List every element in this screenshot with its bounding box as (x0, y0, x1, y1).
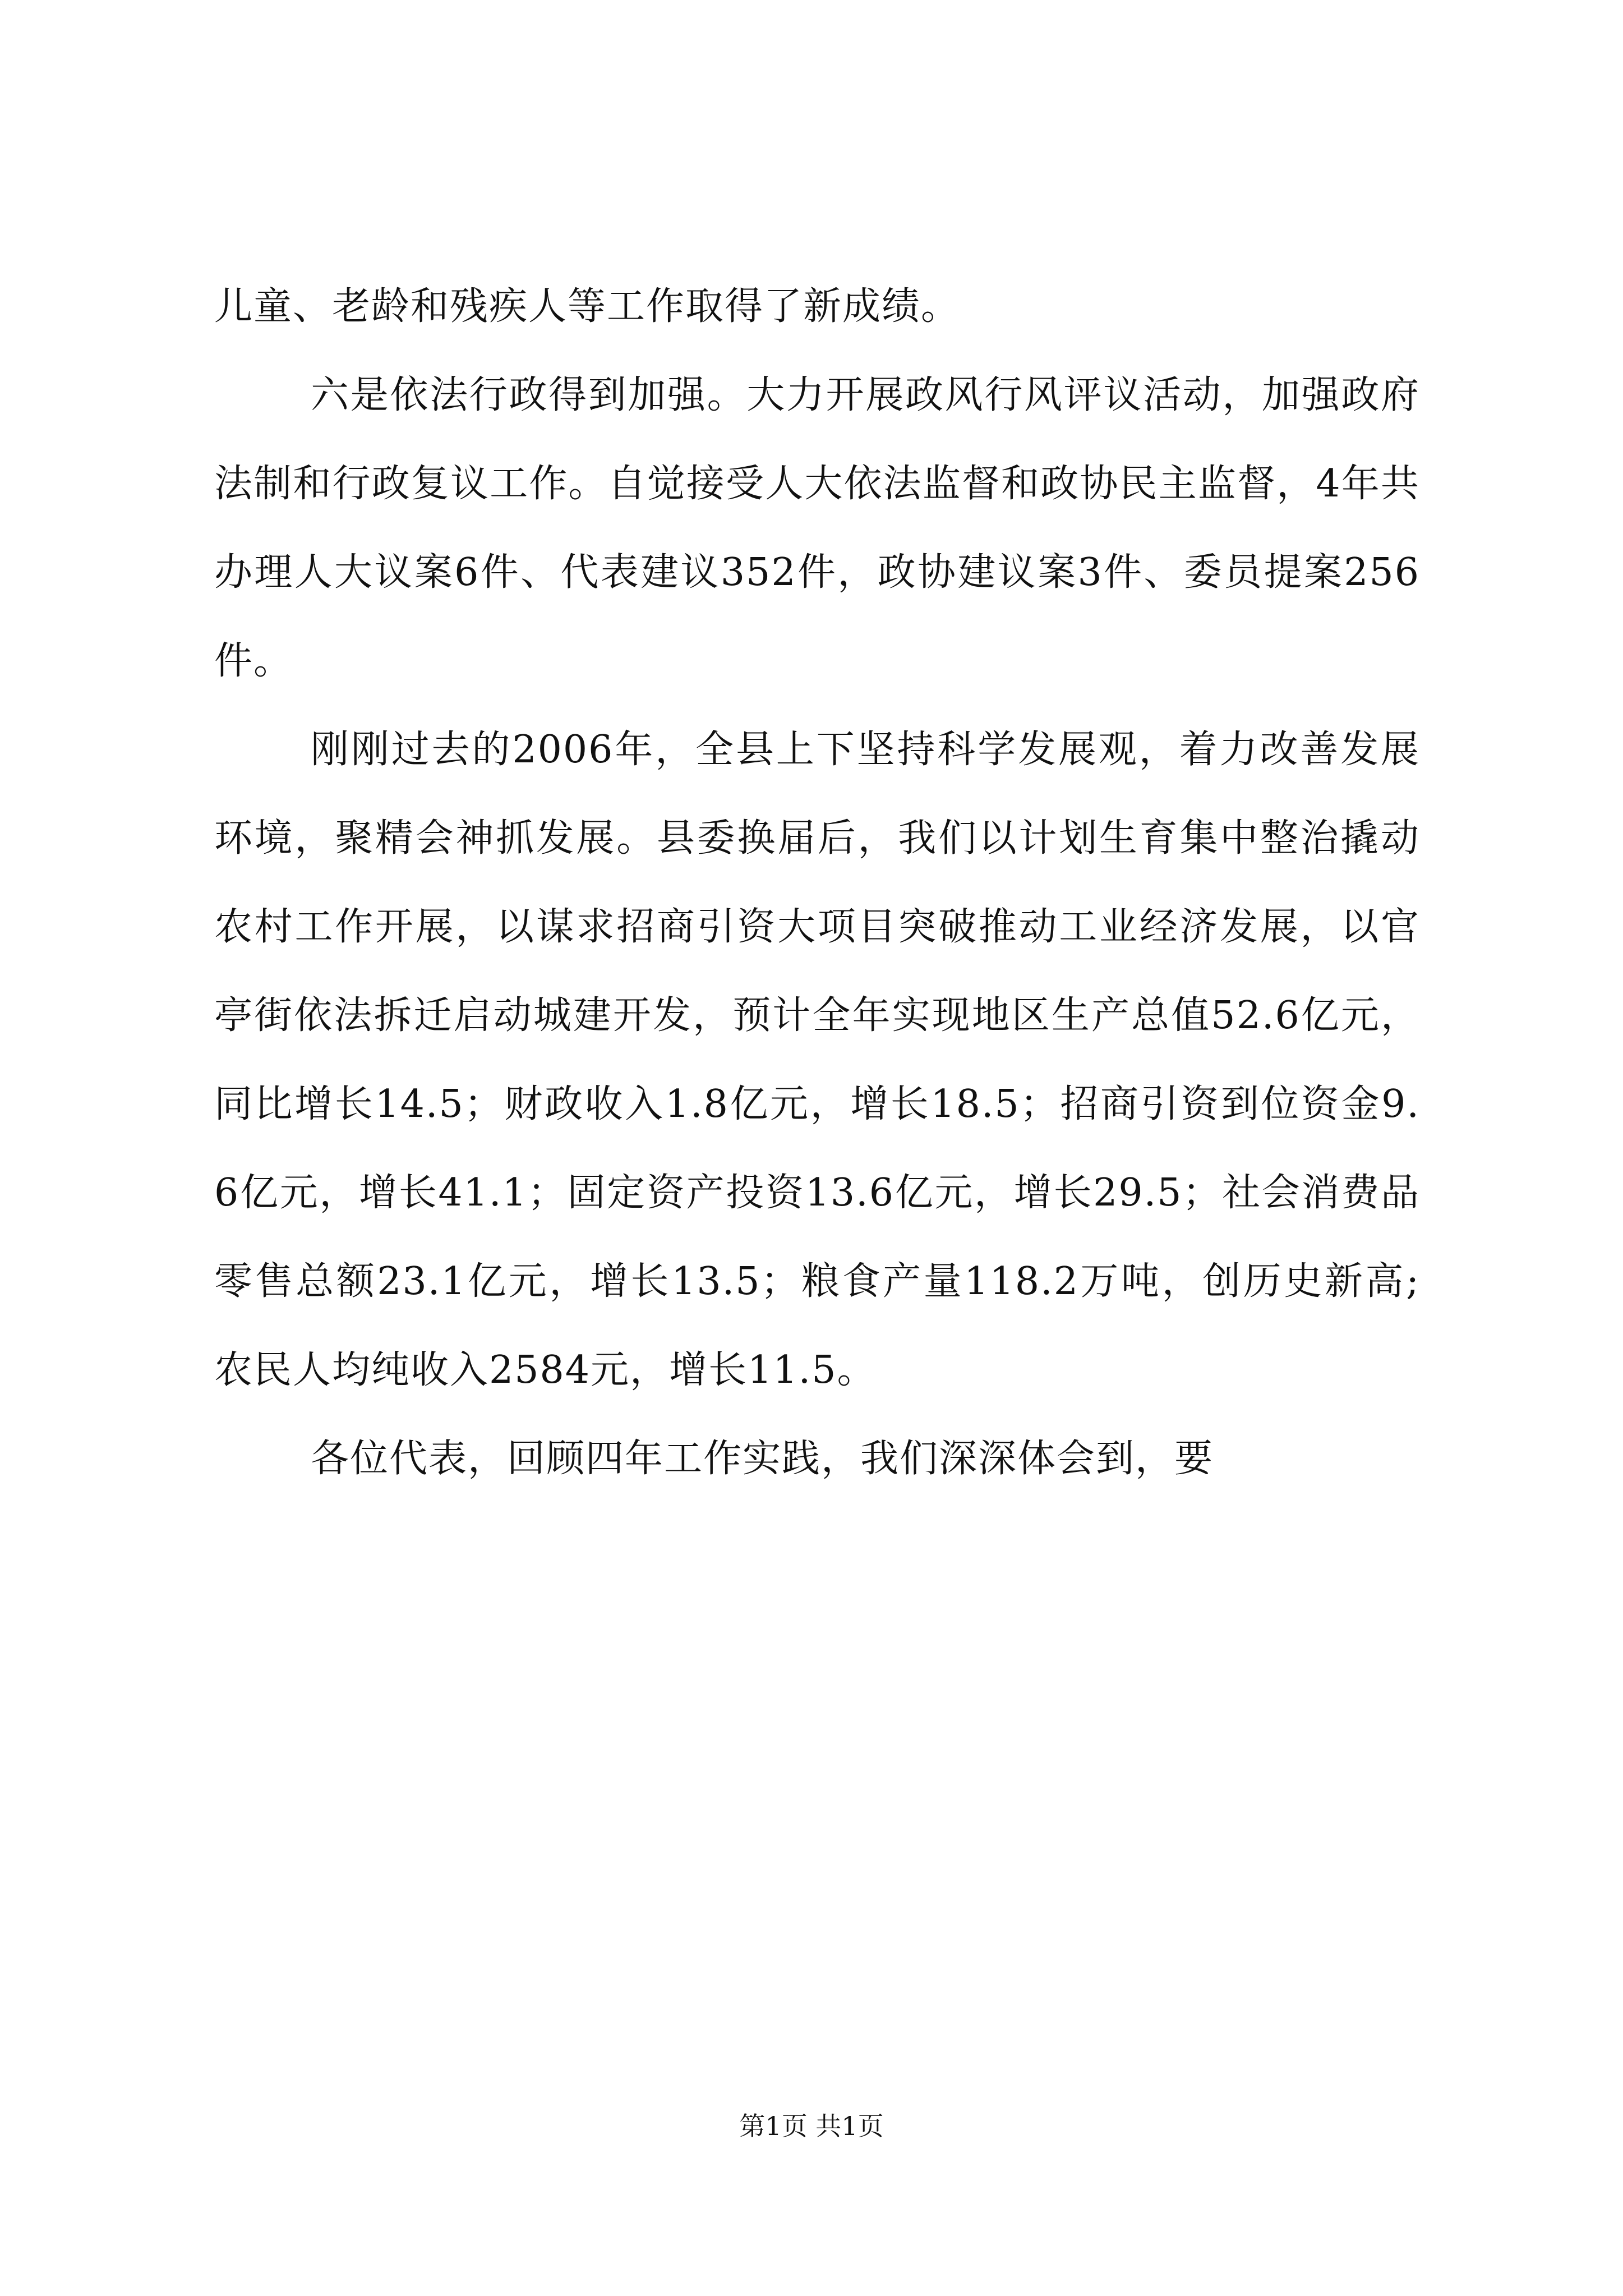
page-footer: 第1页 共1页 (739, 2111, 884, 2141)
paragraph-3: 刚刚过去的2006年，全县上下坚持科学发展观，着力改善发展环境，聚精会神抓发展。县委换届后，我们以计划生育集中整治撬动农村工作开展，以谋求招商引资大项目突破推动工业经济发展，以官亭街依法拆迁启动城建开发，预计全年实现地区生产总值52.6亿元，同比增长14.5；财政收入1.8亿元，增长18.5；招商引资到位资金9.6亿元，增长41.1；固定资产投资13.6亿元，增长29.5；社会消费品零售总额23.1亿元，增长13.5；粮食产量118.2万吨，创历史新高;农民人均纯收入2584元，增长11.5。 (214, 728, 1420, 1392)
paragraph-4: 各位代表，回顾四年工作实践，我们深深体会到，要 (311, 1437, 1214, 1481)
paragraph-2: 六是依法行政得到加强。大力开展政风行风评议活动，加强政府法制和行政复议工作。自觉接受人大依法监督和政协民主监督，4年共办理人大议案6件、代表建议352件，政协建议案3件、委员提案256件。 (214, 373, 1420, 683)
body-text (214, 263, 1420, 1503)
paragraph-1: 儿童、老龄和残疾人等工作取得了新成绩。 (214, 284, 961, 329)
